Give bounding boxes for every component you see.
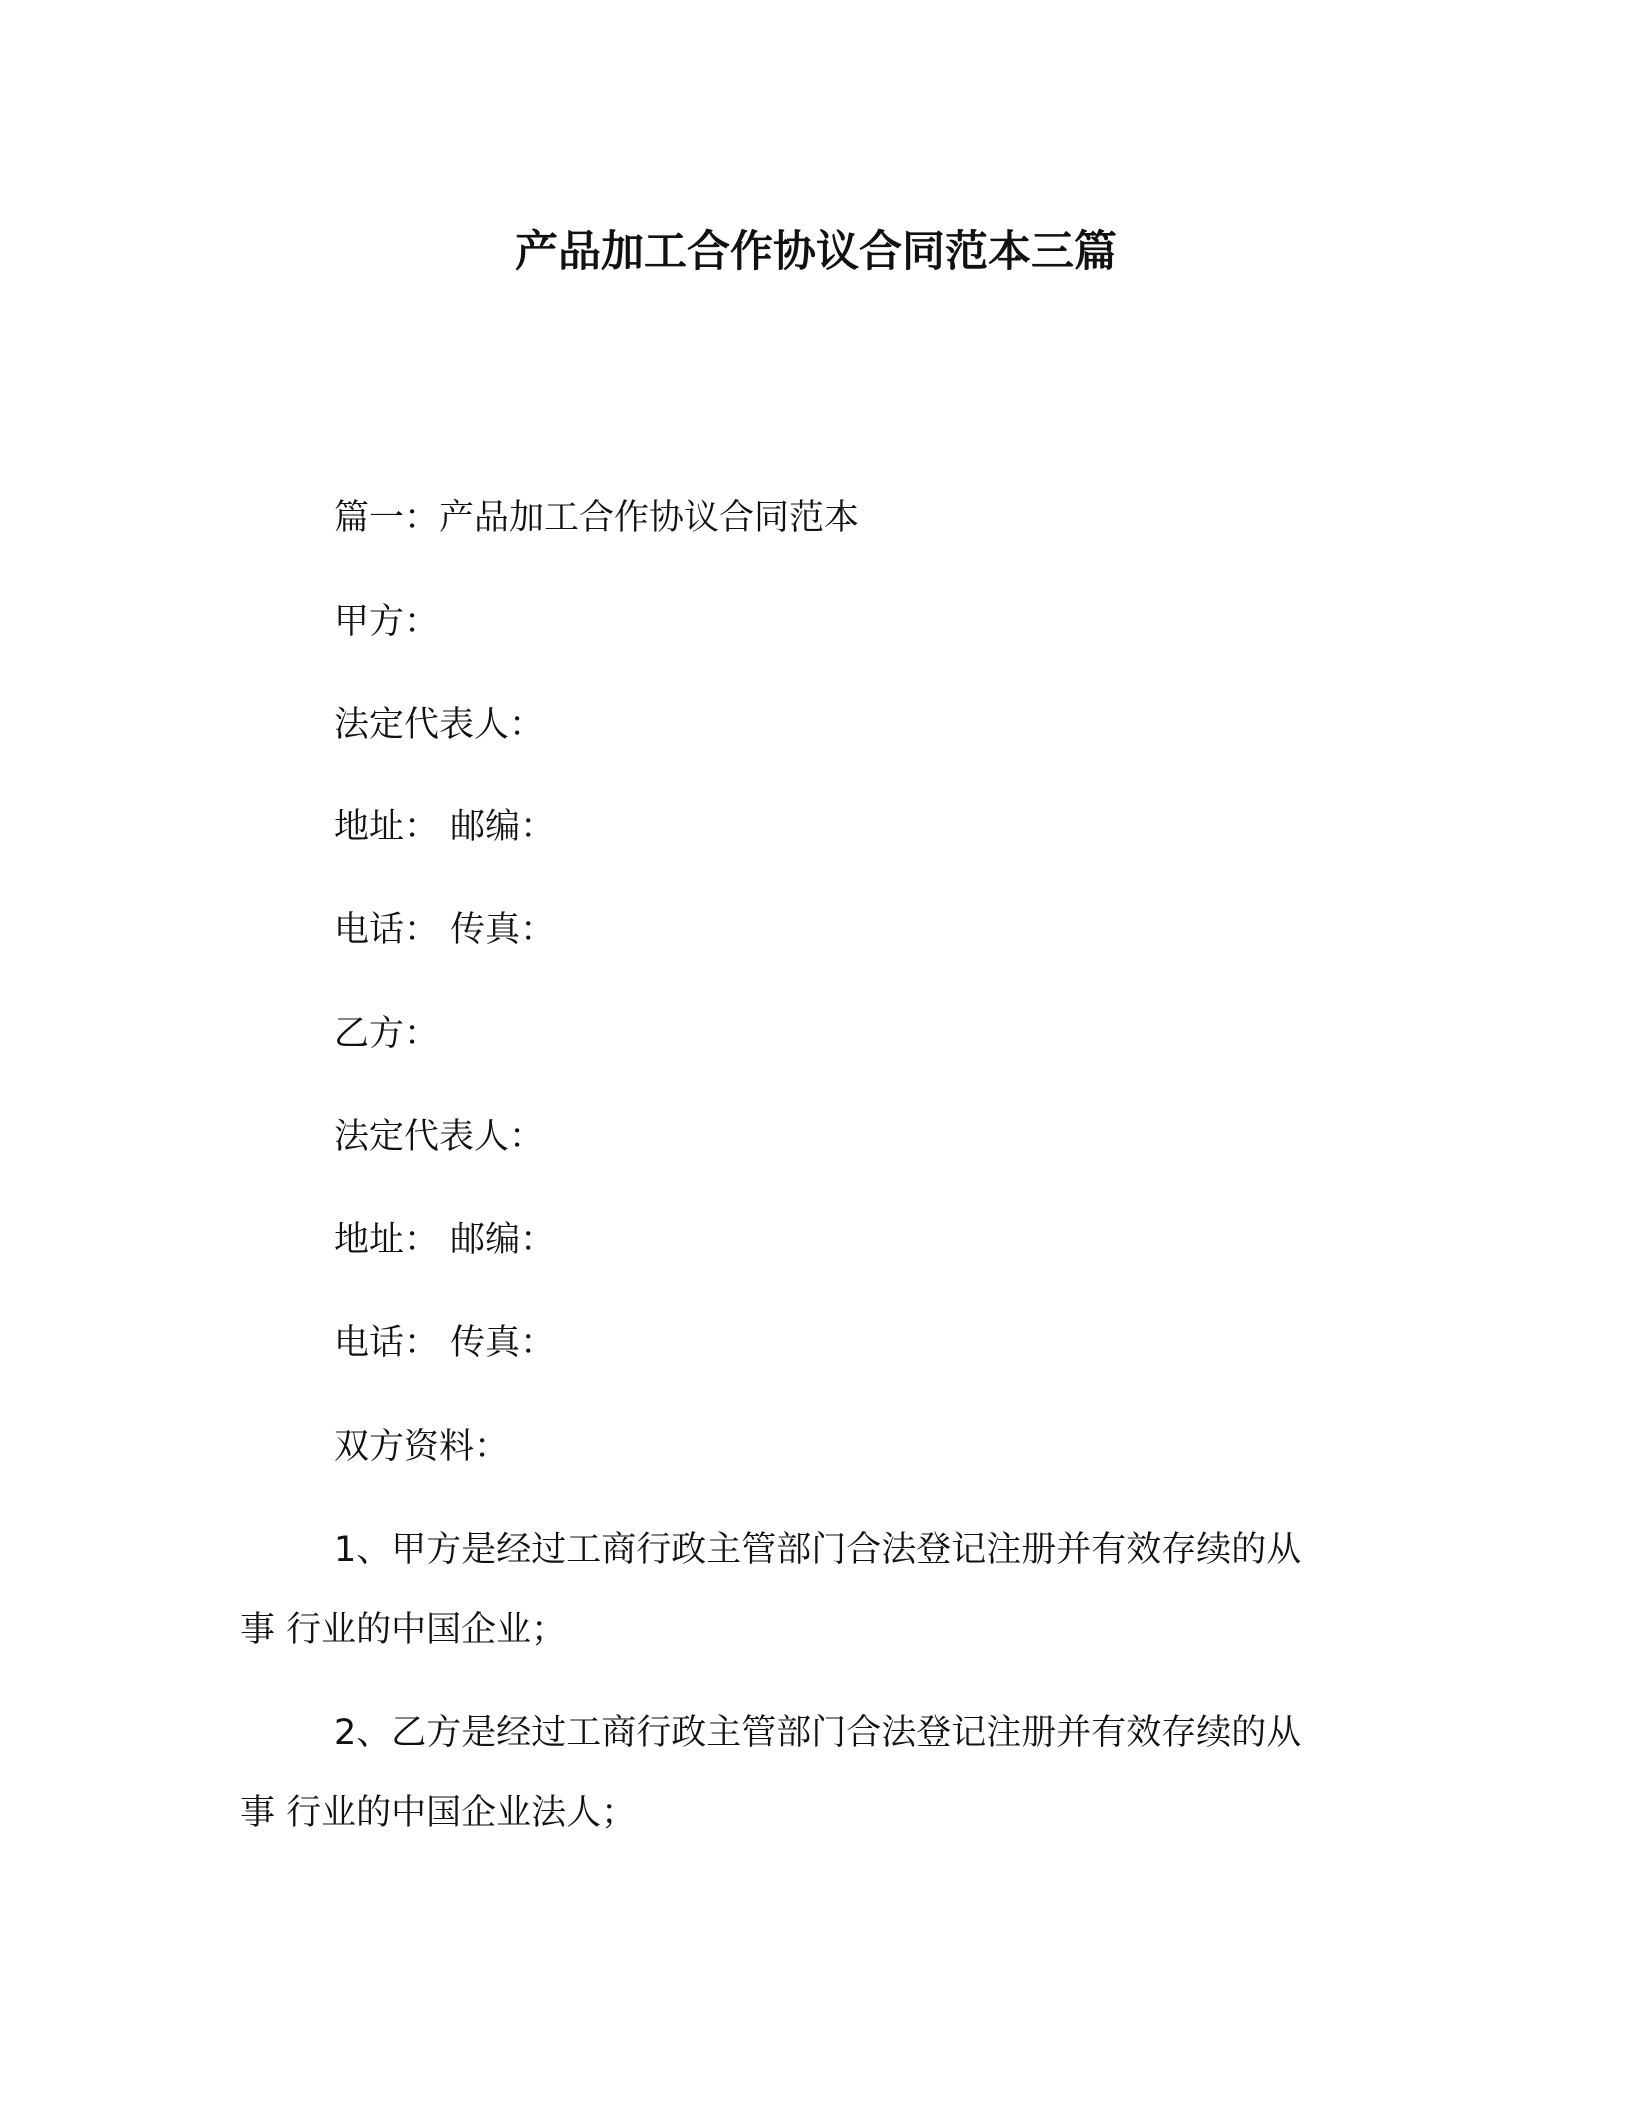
party-a-representative: 法定代表人： <box>334 705 545 745</box>
clause-1-line-1: 1、甲方是经过工商行政主管部门合法登记注册并有效存续的从 <box>334 1530 1302 1570</box>
clause-2-line-1: 2、乙方是经过工商行政主管部门合法登记注册并有效存续的从 <box>334 1713 1302 1753</box>
party-a-phone-fax: 电话： 传真： <box>334 910 556 950</box>
party-b-address-postcode: 地址： 邮编： <box>334 1220 556 1260</box>
both-parties-label: 双方资料： <box>334 1427 510 1467</box>
clause-1-line-2: 事 行业的中国企业； <box>240 1610 567 1650</box>
clause-2 <box>240 1708 1360 1838</box>
clause-1 <box>240 1525 1360 1655</box>
section-heading: 篇一：产品加工合作协议合同范本 <box>334 498 860 538</box>
clause-2-line-2: 事 行业的中国企业法人； <box>240 1793 637 1833</box>
party-b-label: 乙方： <box>334 1014 440 1054</box>
party-a-label: 甲方： <box>334 602 440 642</box>
party-a-address-postcode: 地址： 邮编： <box>334 807 556 847</box>
document-title: 产品加工合作协议合同范本三篇 <box>515 227 1117 277</box>
party-b-phone-fax: 电话： 传真： <box>334 1323 556 1363</box>
party-b-representative: 法定代表人： <box>334 1117 545 1157</box>
